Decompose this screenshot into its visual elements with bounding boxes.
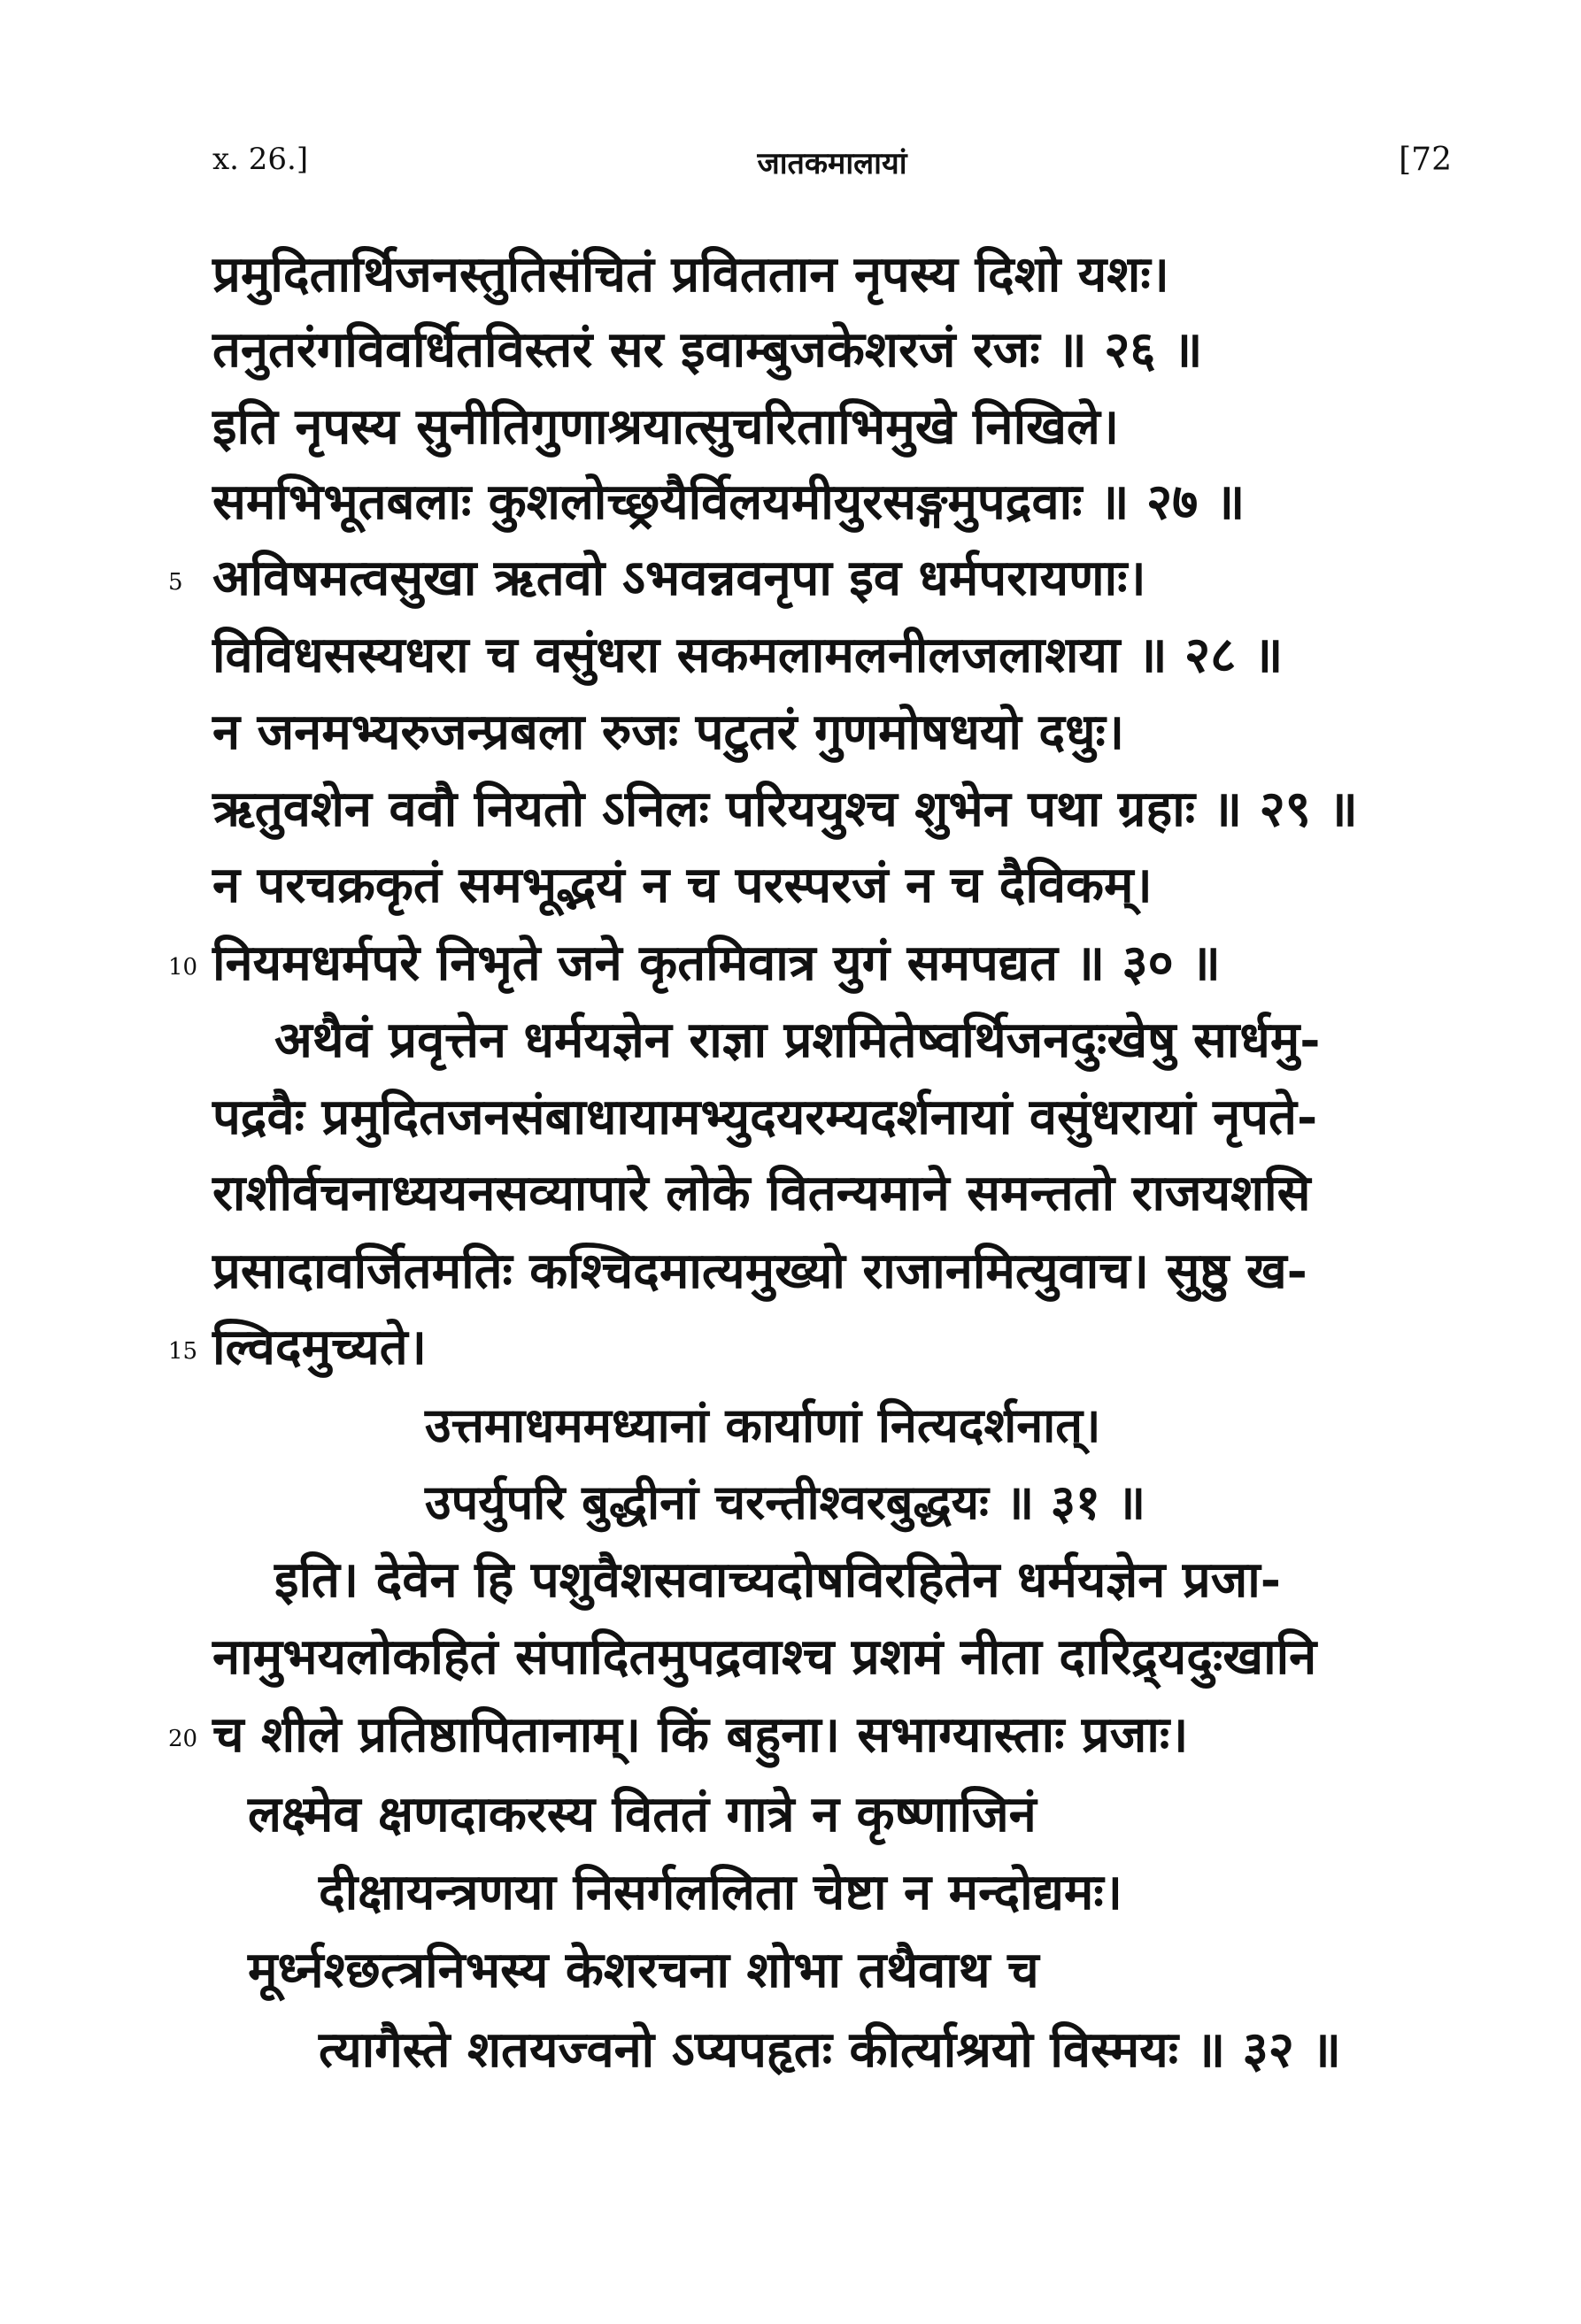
text-line: उत्तमाधममध्यानां कार्याणां नित्यदर्शनात्। [425,1397,1101,1453]
text-line: न जनमभ्यरुजन्प्रबला रुजः पटुतरं गुणमोषधयो दधुः। [212,703,1125,761]
line-number: 10 [168,954,198,981]
text-line: च शीले प्रतिष्ठापितानाम्। किं बहुना। सभाग्यास्ताः प्रजाः। [212,1705,1189,1764]
chapter-verse-ref: x. 26.] [212,142,309,177]
text-line: न परचक्रकृतं समभूद्भयं न च परस्परजं न च दैविकम्। [212,856,1153,914]
page-number: [72 [1399,142,1452,178]
text-line: अथैवं प्रवृत्तेन धर्मयज्ञेन राज्ञा प्रशमितेष्वर्थिजनदुःखेषु सार्धमु- [274,1011,1321,1069]
text-line: प्रसादावर्जितमतिः कश्चिदमात्यमुख्यो राजानमित्युवाच। सुष्ठु ख- [212,1242,1307,1300]
text-line: विविधसस्यधरा च वसुंधरा सकमलामलनीलजलाशया ॥ २८ ॥ [212,626,1284,684]
text-line: इति नृपस्य सुनीतिगुणाश्रयात्सुचरिताभिमुखे निखिले। [212,397,1120,456]
text-line: दीक्षायन्त्रणया निसर्गललिता चेष्टा न मन्दोद्यमः। [319,1863,1122,1921]
text-line: राशीर्वचनाध्ययनसव्यापारे लोके वितन्यमाने समन्ततो राजयशसि [212,1164,1311,1222]
running-title: जातकमालायां [757,146,907,181]
line-number: 5 [168,569,183,596]
text-line: नामुभयलोकहितं संपादितमुपद्रवाश्च प्रशमं नीता दारिद्र्यदुःखानि [212,1628,1317,1686]
text-line: मूर्ध्नश्छत्त्रनिभस्य केशरचना शोभा तथैवाथ च [248,1941,1039,1999]
text-line: लक्ष्मेव क्षणदाकरस्य विततं गात्रे न कृष्णाजिनं [248,1785,1037,1843]
text-line: अविषमत्वसुखा ऋतवो ऽभवन्नवनृपा इव धर्मपरायणाः। [212,549,1146,607]
text-line: समभिभूतबलाः कुशलोच्छ्रयैर्विलयमीयुरसङ्गमुपद्रवाः ॥ २७ ॥ [212,473,1246,531]
text-line: प्रमुदितार्थिजनस्तुतिसंचितं प्रविततान नृपस्य दिशो यशः। [212,245,1169,304]
text-line: उपर्युपरि बुद्धीनां चरन्तीश्वरबुद्धयः ॥ ३१ ॥ [425,1474,1146,1530]
text-line: इति। देवेन हि पशुवैशसवाच्यदोषविरहितेन धर्मयज्ञेन प्रजा- [274,1551,1282,1609]
text-line: ऋतुवशेन ववौ नियतो ऽनिलः परिययुश्च शुभेन पथा ग्रहाः ॥ २९ ॥ [212,780,1358,838]
text-line: तनुतरंगविवर्धितविस्तरं सर इवाम्बुजकेशरजं रजः ॥ २६ ॥ [212,320,1203,379]
text-line: ल्विदमुच्यते। [212,1318,427,1376]
line-number: 15 [168,1338,198,1365]
page-header [212,142,1452,186]
text-line: त्यागैस्ते शतयज्वनो ऽप्यपहृतः कीर्त्याश्रयो विस्मयः ॥ ३२ ॥ [319,2020,1341,2079]
text-line: पद्रवैः प्रमुदितजनसंबाधायामभ्युदयरम्यदर्शनायां वसुंधरायां नृपते- [212,1088,1318,1146]
line-number: 20 [168,1726,198,1752]
text-line: नियमधर्मपरे निभृते जने कृतमिवात्र युगं समपद्यत ॥ ३० ॥ [212,934,1221,992]
